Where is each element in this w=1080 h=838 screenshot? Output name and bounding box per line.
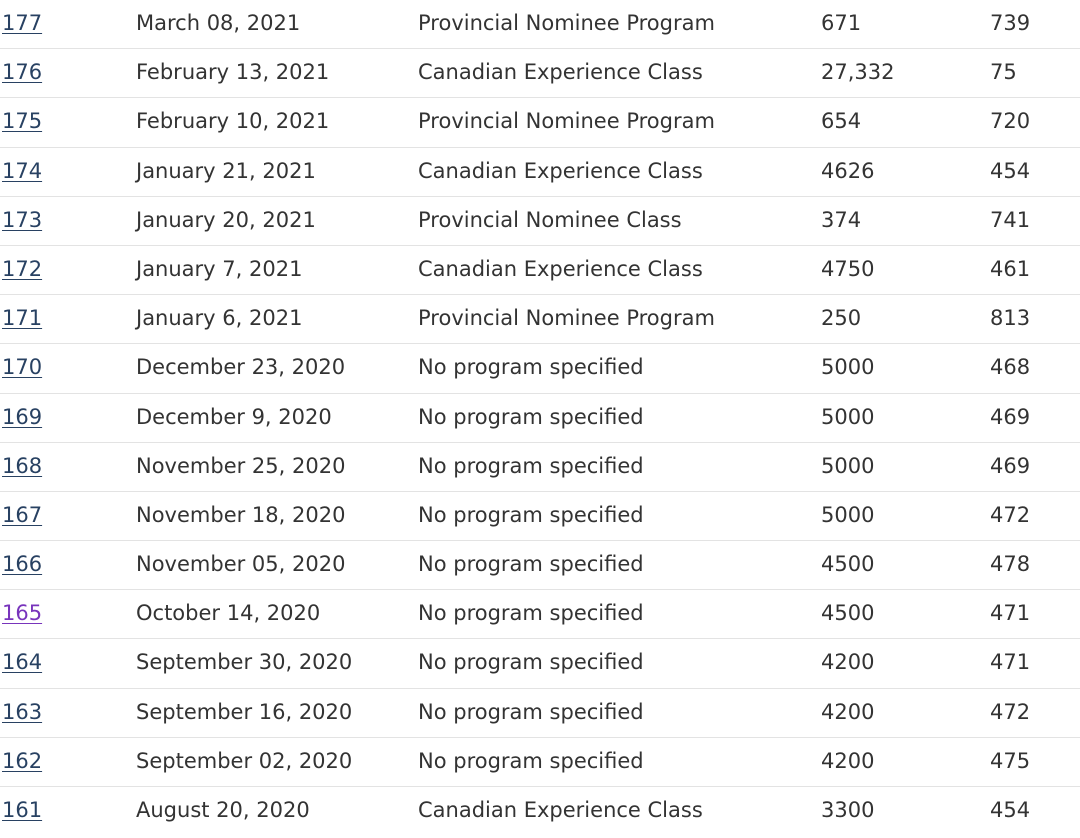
table-row [0,49,1080,98]
draw-program: No program specified [418,601,644,626]
invitations-issued: 4626 [821,158,875,183]
table-row [0,639,1080,688]
draw-date: February 13, 2021 [136,60,330,85]
draw-program: Canadian Experience Class [418,158,703,183]
invitations-issued: 5000 [821,502,875,527]
draw-program: Provincial Nominee Program [418,306,715,331]
draw-date: January 20, 2021 [136,207,316,232]
crs-score: 454 [990,798,1031,822]
draw-number-link[interactable]: 167 [2,502,43,527]
invitations-issued: 654 [821,109,862,134]
invitations-issued: 671 [821,11,862,35]
crs-score: 739 [990,11,1031,35]
draw-number-link[interactable]: 170 [2,355,43,380]
table-row [0,0,1080,49]
invitations-issued: 4500 [821,552,875,577]
draw-program: No program specified [418,404,644,429]
draw-program: Provincial Nominee Program [418,109,715,134]
draw-program: No program specified [418,355,644,380]
draw-number-link[interactable]: 165 [2,601,43,626]
draw-number-link[interactable]: 176 [2,60,43,85]
draw-program: No program specified [418,748,644,773]
crs-score: 475 [990,748,1031,773]
table-row [0,541,1080,590]
draw-program: No program specified [418,699,644,724]
invitations-issued: 374 [821,207,862,232]
invitations-issued: 4750 [821,256,875,281]
crs-score: 469 [990,453,1031,478]
table-row [0,394,1080,443]
table-row [0,148,1080,197]
draw-date: August 20, 2020 [136,798,310,822]
invitations-issued: 4200 [821,748,875,773]
invitations-issued: 5000 [821,453,875,478]
draw-date: March 08, 2021 [136,11,301,35]
draw-date: December 9, 2020 [136,404,332,429]
invitations-issued: 4200 [821,699,875,724]
draw-date: September 16, 2020 [136,699,353,724]
draw-number-link[interactable]: 174 [2,158,43,183]
crs-score: 471 [990,650,1031,675]
draw-date: November 05, 2020 [136,552,346,577]
table-row [0,246,1080,295]
table-row [0,787,1080,836]
crs-score: 471 [990,601,1031,626]
table-row [0,492,1080,541]
draw-program: Canadian Experience Class [418,798,703,822]
crs-score: 478 [990,552,1031,577]
invitations-issued: 27,332 [821,60,895,85]
crs-score: 741 [990,207,1031,232]
draw-program: No program specified [418,502,644,527]
crs-score: 720 [990,109,1031,134]
draw-number-link[interactable]: 175 [2,109,43,134]
draw-date: October 14, 2020 [136,601,321,626]
crs-score: 75 [990,60,1017,85]
table-row [0,738,1080,787]
draw-program: No program specified [418,453,644,478]
draw-date: January 21, 2021 [136,158,316,183]
invitations-issued: 5000 [821,355,875,380]
table-row [0,590,1080,639]
invitations-issued: 250 [821,306,862,331]
crs-score: 468 [990,355,1031,380]
crs-score: 461 [990,256,1031,281]
draw-number-link[interactable]: 168 [2,453,43,478]
draw-date: December 23, 2020 [136,355,346,380]
table-row [0,98,1080,147]
invitations-issued: 3300 [821,798,875,822]
crs-score: 472 [990,699,1031,724]
draw-number-link[interactable]: 172 [2,256,43,281]
crs-score: 469 [990,404,1031,429]
crs-score: 472 [990,502,1031,527]
draw-date: September 02, 2020 [136,748,353,773]
draw-number-link[interactable]: 161 [2,798,43,822]
draw-number-link[interactable]: 162 [2,748,43,773]
draw-date: January 6, 2021 [136,306,303,331]
draw-program: No program specified [418,552,644,577]
draw-number-link[interactable]: 173 [2,207,43,232]
draw-date: November 25, 2020 [136,453,346,478]
draw-number-link[interactable]: 163 [2,699,43,724]
table-row [0,295,1080,344]
draw-program: Provincial Nominee Class [418,207,682,232]
draw-date: November 18, 2020 [136,502,346,527]
table-row [0,689,1080,738]
table-row [0,443,1080,492]
invitations-issued: 4500 [821,601,875,626]
draw-date: February 10, 2021 [136,109,330,134]
draw-date: September 30, 2020 [136,650,353,675]
draw-program: Canadian Experience Class [418,256,703,281]
invitations-issued: 4200 [821,650,875,675]
crs-score: 813 [990,306,1031,331]
invitations-issued: 5000 [821,404,875,429]
draw-number-link[interactable]: 171 [2,306,43,331]
draw-number-link[interactable]: 164 [2,650,43,675]
crs-score: 454 [990,158,1031,183]
draw-date: January 7, 2021 [136,256,303,281]
draw-number-link[interactable]: 177 [2,11,43,35]
table-row [0,197,1080,246]
draw-number-link[interactable]: 169 [2,404,43,429]
draw-program: Provincial Nominee Program [418,11,715,35]
draw-number-link[interactable]: 166 [2,552,43,577]
table-row [0,344,1080,393]
draw-program: Canadian Experience Class [418,60,703,85]
draw-program: No program specified [418,650,644,675]
